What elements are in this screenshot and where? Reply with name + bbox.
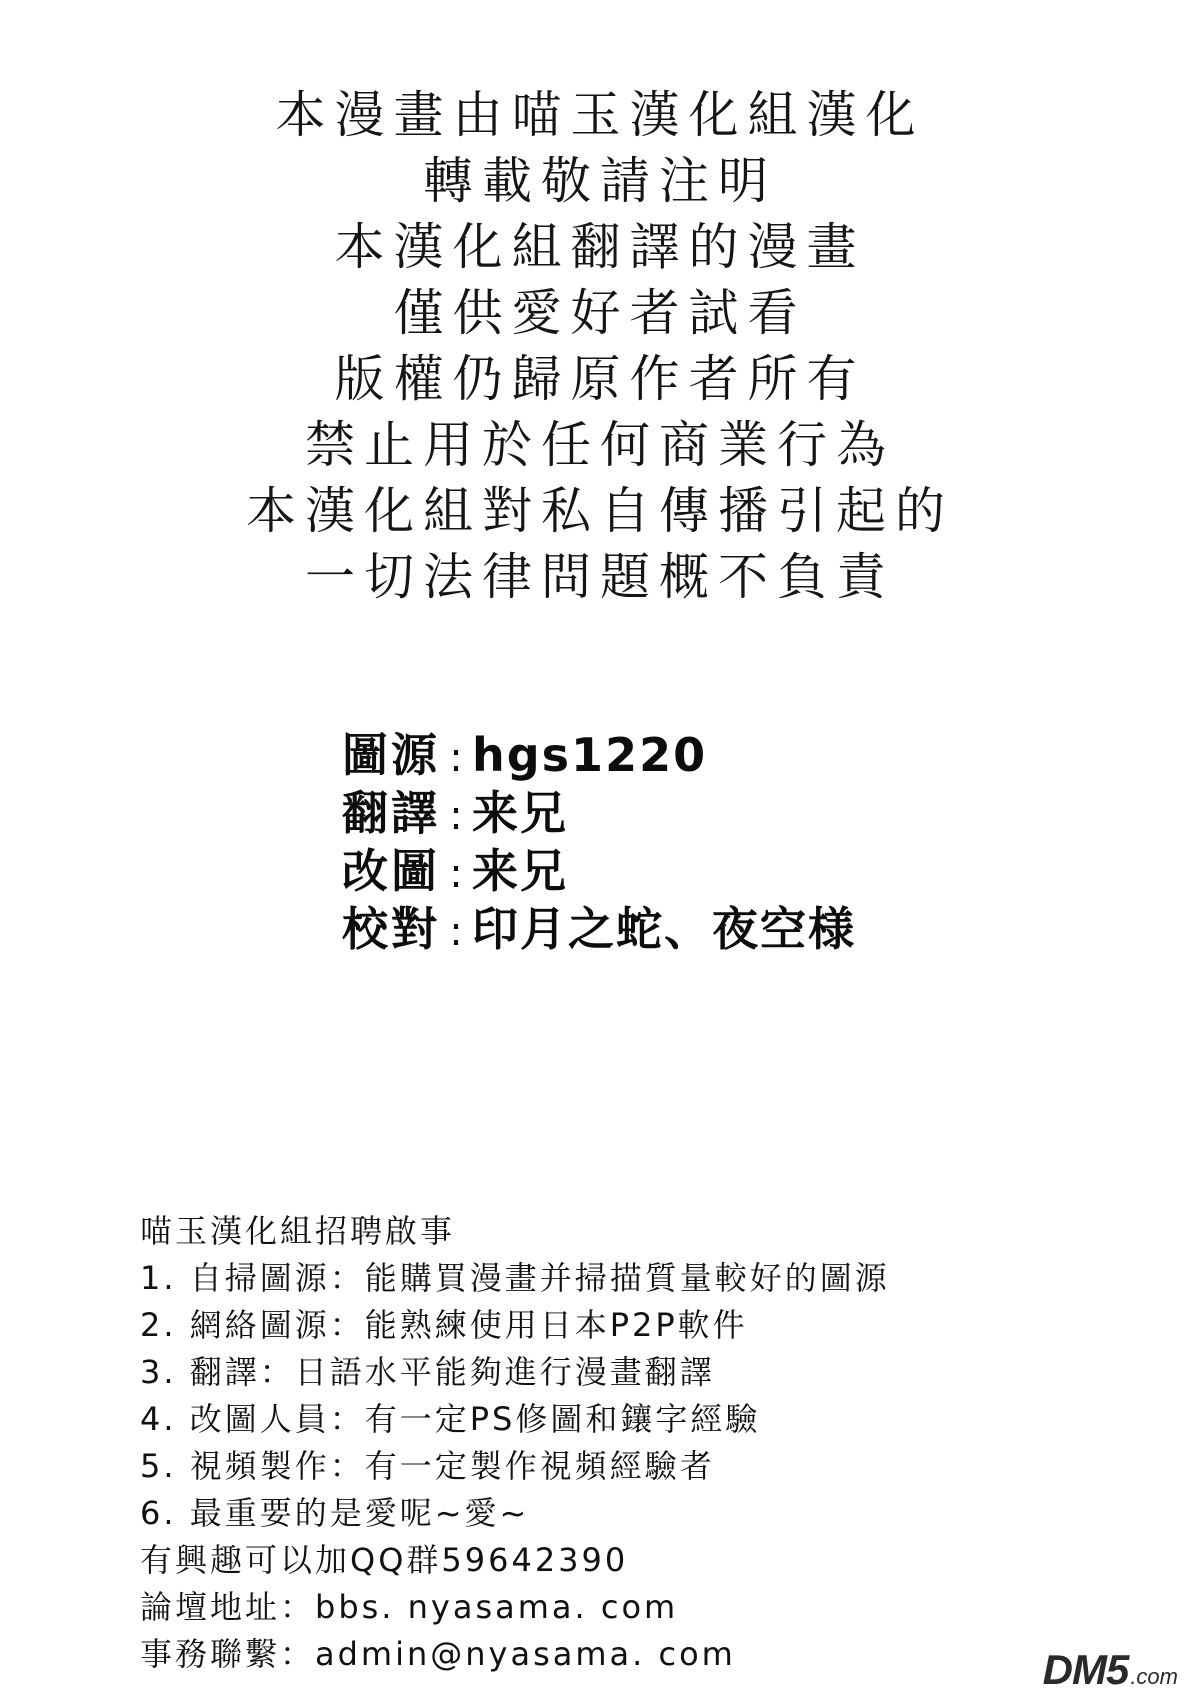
recruitment-item: 5. 視頻製作：有一定製作視頻經驗者 bbox=[140, 1447, 715, 1485]
credit-colon: : bbox=[449, 851, 463, 897]
qq-group-info: 有興趣可以加QQ群59642390 bbox=[140, 1541, 629, 1579]
credit-label: 翻譯 bbox=[342, 786, 440, 840]
recruitment-item: 6. 最重要的是愛呢~愛~ bbox=[140, 1494, 530, 1532]
credit-value: hgs1220 bbox=[472, 728, 708, 782]
disclaimer-line: 轉載敬請注明 bbox=[423, 152, 777, 210]
site-watermark bbox=[1043, 1642, 1178, 1692]
disclaimer-line: 本漢化組翻譯的漫畫 bbox=[334, 218, 866, 276]
disclaimer-block bbox=[0, 82, 1200, 610]
recruitment-notice bbox=[140, 1208, 1100, 1678]
disclaimer-line: 一切法律問題概不負責 bbox=[305, 548, 895, 606]
credit-label: 圖源 bbox=[342, 728, 440, 782]
recruitment-item: 3. 翻譯：日語水平能夠進行漫畫翻譯 bbox=[140, 1353, 715, 1391]
credit-row-proofreading bbox=[342, 900, 1042, 958]
credit-value: 印月之蛇、夜空様 bbox=[472, 902, 856, 956]
disclaimer-line: 本漢化組對私自傳播引起的 bbox=[246, 482, 954, 540]
disclaimer-line: 僅供愛好者試看 bbox=[393, 284, 807, 342]
recruitment-item: 2. 網絡圖源：能熟練使用日本P2P軟件 bbox=[140, 1306, 748, 1344]
recruitment-title: 喵玉漢化組招聘啟事 bbox=[140, 1212, 456, 1250]
credit-colon: : bbox=[449, 793, 463, 839]
credit-row-source bbox=[342, 726, 1042, 784]
credit-row-editing bbox=[342, 842, 1042, 900]
watermark-suffix: .com bbox=[1130, 1664, 1178, 1689]
recruitment-item: 1. 自掃圖源：能購買漫畫并掃描質量較好的圖源 bbox=[140, 1259, 890, 1297]
credit-colon: : bbox=[449, 909, 463, 955]
disclaimer-line: 版權仍歸原作者所有 bbox=[334, 350, 866, 408]
credit-value: 来兄 bbox=[472, 786, 568, 840]
credit-colon: : bbox=[449, 735, 463, 781]
watermark-logo: DM5 bbox=[1042, 1646, 1129, 1693]
credit-value: 来兄 bbox=[472, 844, 568, 898]
disclaimer-line: 本漫畫由喵玉漢化組漢化 bbox=[275, 86, 925, 144]
disclaimer-line: 禁止用於任何商業行為 bbox=[305, 416, 895, 474]
credit-label: 校對 bbox=[342, 902, 440, 956]
recruitment-item: 4. 改圖人員：有一定PS修圖和鑲字經驗 bbox=[140, 1400, 761, 1438]
credit-label: 改圖 bbox=[342, 844, 440, 898]
staff-credits bbox=[342, 726, 1042, 958]
credit-row-translation bbox=[342, 784, 1042, 842]
forum-address: 論壇地址：bbs. nyasama. com bbox=[140, 1588, 679, 1626]
contact-email: 事務聯繫：admin@nyasama. com bbox=[140, 1635, 736, 1673]
